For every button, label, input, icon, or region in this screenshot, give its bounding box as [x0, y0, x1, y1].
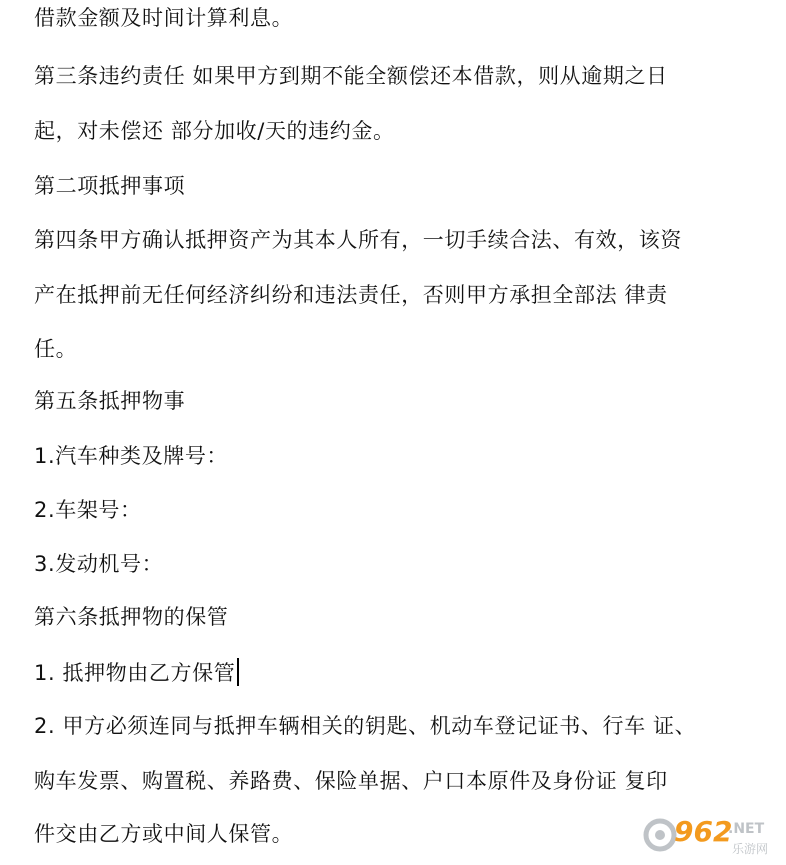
watermark-dot-icon [655, 830, 665, 840]
watermark-domain: .NET [728, 821, 765, 837]
text-cursor [237, 658, 239, 686]
text-line: 任。 [34, 337, 78, 361]
text-line: 3.发动机号： [34, 552, 164, 576]
text-line: 第五条抵押物事 [34, 389, 186, 413]
text-line-with-caret[interactable] [34, 658, 239, 687]
text-line: 1.汽车种类及牌号： [34, 444, 229, 468]
watermark-sub: 乐游网 [732, 842, 769, 856]
watermark-logo [640, 811, 780, 859]
text-line: 第三条违约责任 如果甲方到期不能全额偿还本借款，则从逾期之日 [34, 64, 668, 88]
text-line: 第四条甲方确认抵押资产为其本人所有，一切手续合法、有效，该资 [34, 228, 682, 252]
text-line: 2.车架号： [34, 498, 142, 522]
text-line: 件交由乙方或中间人保管。 [34, 822, 294, 846]
text-line: 产在抵押前无任何经济纠纷和违法责任，否则甲方承担全部法 律责 [34, 283, 668, 307]
text-line: 2. 甲方必须连同与抵押车辆相关的钥匙、机动车登记证书、行车 证、 [34, 714, 697, 738]
text-line: 起，对未偿还 部分加收/天的违约金。 [34, 119, 395, 143]
watermark-brand: 962 [674, 815, 733, 848]
text-line: 第二项抵押事项 [34, 174, 186, 198]
text-line: 第六条抵押物的保管 [34, 605, 229, 629]
text-line: 购车发票、购置税、养路费、保险单据、户口本原件及身份证 复印 [34, 769, 668, 793]
text-line: 借款金额及时间计算利息。 [34, 6, 294, 30]
text-line-content: 1. 抵押物由乙方保管 [34, 661, 236, 685]
